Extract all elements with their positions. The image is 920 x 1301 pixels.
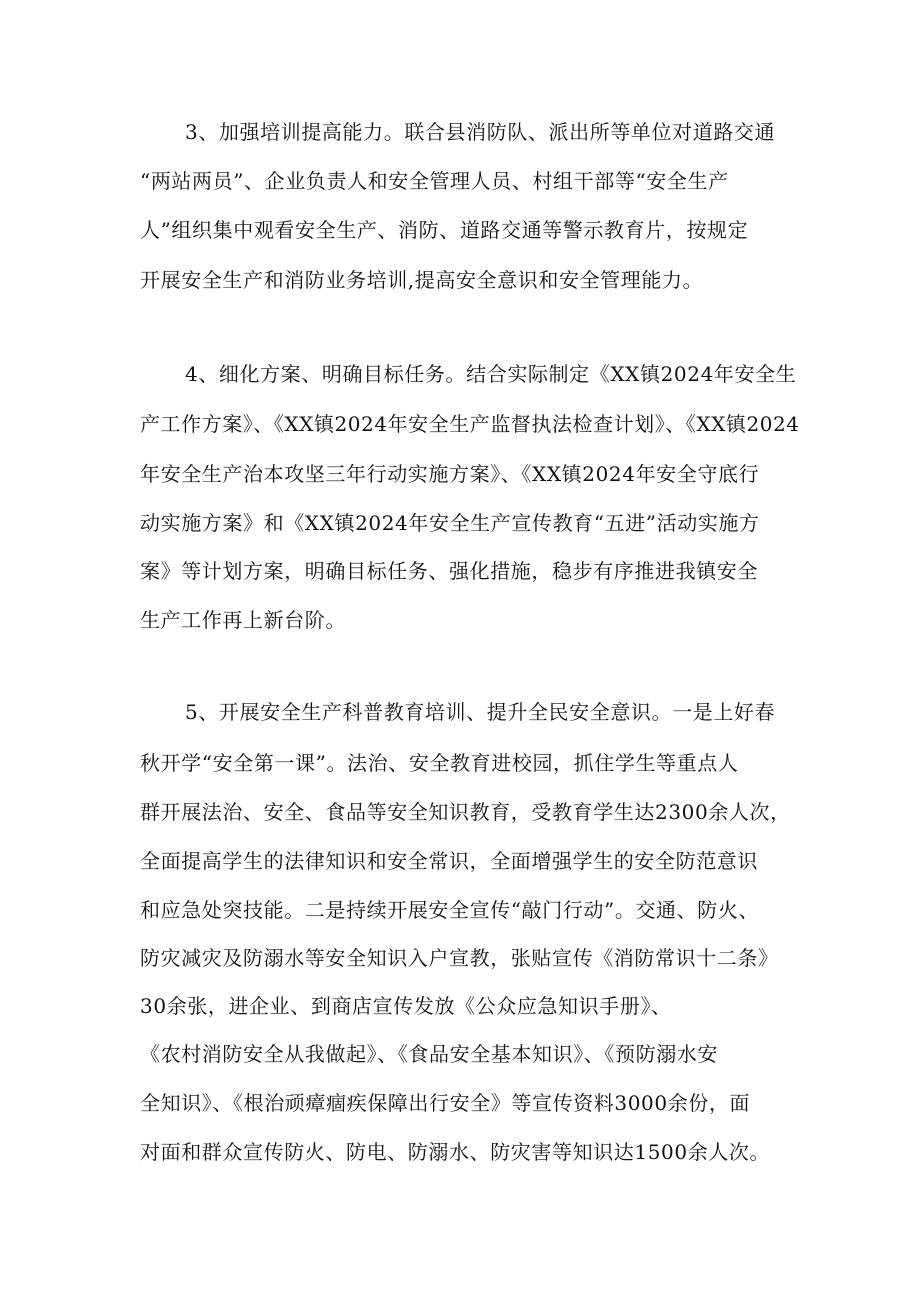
paragraph-4-line-5: 案》等计划方案，明确目标任务、强化措施，稳步有序推进我镇安全	[140, 559, 758, 583]
paragraph-4-line-4: 动实施方案》和《XX镇2024年安全生产宣传教育“五进”活动实施方	[140, 511, 760, 535]
paragraph-3-line-4: 开展安全生产和消防业务培训,提高安全意识和安全管理能力。	[140, 268, 704, 292]
paragraph-5-line-4: 全面提高学生的法律知识和安全常识，全面增强学生的安全防范意识	[140, 849, 758, 873]
paragraph-3-line-1: 3、加强培训提高能力。联合县消防队、派出所等单位对道路交通	[185, 120, 776, 144]
paragraph-5-line-3: 群开展法治、安全、食品等安全知识教育，受教育学生达2300余人次，	[140, 800, 791, 824]
paragraph-4-line-3: 年安全生产治本攻坚三年行动实施方案》、《XX镇2024年安全守底行	[140, 462, 760, 486]
paragraph-3-line-3: 人”组织集中观看安全生产、消防、道路交通等警示教育片，按规定	[140, 218, 749, 242]
paragraph-5-line-9: 全知识》、《根治顽瘴痼疾保障出行安全》等宣传资料3000余份，面	[140, 1091, 751, 1115]
paragraph-5-line-10: 对面和群众宣传防火、防电、防溺水、防灾害等知识达1500余人次。	[140, 1140, 771, 1164]
paragraph-5-line-6: 防灾减灾及防溺水等安全知识入户宣教，张贴宣传《消防常识十二条》	[140, 946, 779, 970]
paragraph-5-line-5: 和应急处突技能。二是持续开展安全宣传“敲门行动”。交通、防火、	[140, 898, 760, 922]
paragraph-5-line-7: 30余张，进企业、到商店宣传发放《公众应急知识手册》、	[140, 994, 672, 1018]
paragraph-4-line-1: 4、细化方案、明确目标任务。结合实际制定《XX镇2024年安全生	[185, 362, 797, 386]
paragraph-5-line-2: 秋开学“安全第一课”。法治、安全教育进校园，抓住学生等重点人	[140, 751, 739, 775]
paragraph-4-line-6: 生产工作再上新台阶。	[140, 608, 346, 632]
paragraph-5-line-8: 《农村消防安全从我做起》、《食品安全基本知识》、《预防溺水安	[140, 1042, 718, 1066]
paragraph-3-line-2: “两站两员”、企业负责人和安全管理人员、村组干部等“安全生产	[140, 169, 729, 193]
paragraph-5-line-1: 5、开展安全生产科普教育培训、提升全民安全意识。一是上好春	[185, 700, 776, 724]
paragraph-4-line-2: 产工作方案》、《XX镇2024年安全生产监督执法检查计划》、《XX镇2024	[140, 412, 800, 436]
